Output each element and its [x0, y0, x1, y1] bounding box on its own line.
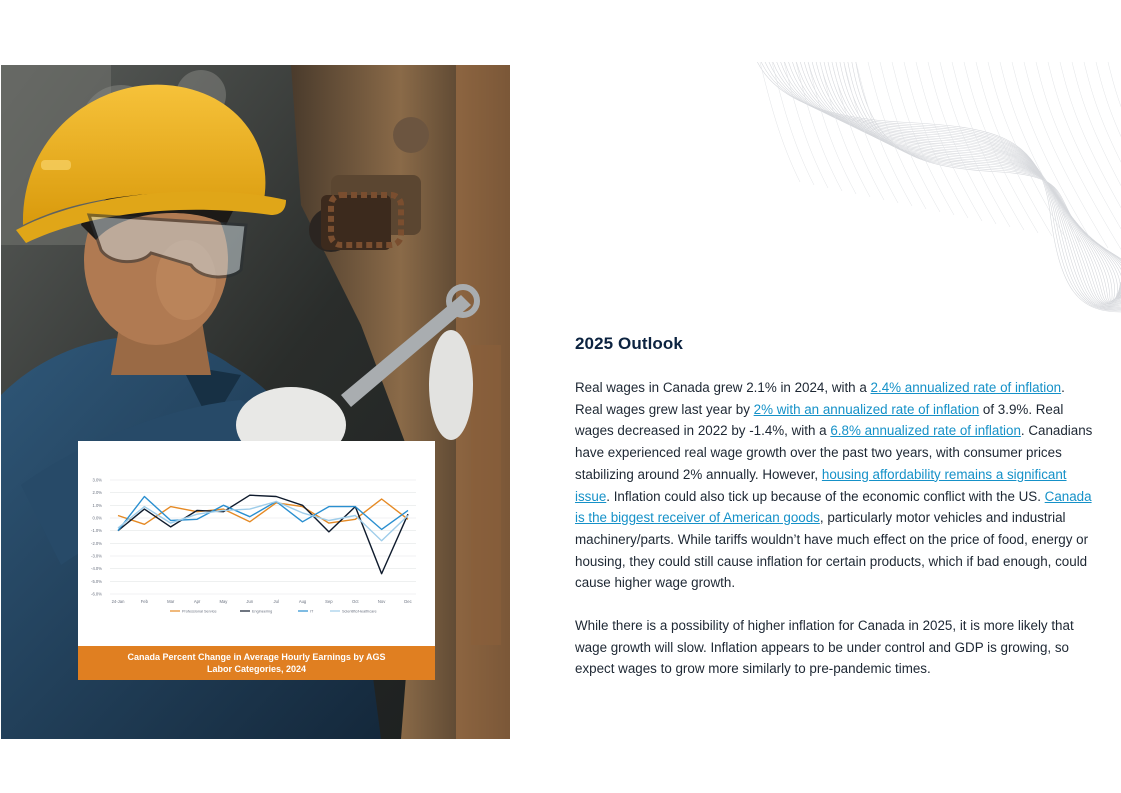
mesh-line: [1024, 62, 1108, 248]
text-run: . Canadians have experienced real wage growth over the past two years, with consumer prices stabilizing around 2% annually. However,: [575, 423, 1093, 482]
mesh-line: [1036, 62, 1121, 251]
mesh-line: [784, 62, 828, 188]
mesh-line: [807, 62, 1121, 301]
text-run: . Inflation could also tick up because of the economic conflict with the US.: [606, 488, 1045, 504]
mesh-line: [1108, 62, 1121, 269]
y-tick-label: 2.0%: [92, 490, 102, 496]
x-tick-label: Aug: [298, 599, 307, 604]
inflation-2022-link[interactable]: 6.8% annualized rate of inflation: [830, 423, 1021, 439]
mesh-line: [1096, 62, 1121, 266]
x-tick-label: Nov: [377, 599, 386, 604]
x-tick-label: Apr: [193, 599, 201, 604]
mesh-line: [799, 62, 1121, 303]
y-tick-label: 3.0%: [92, 477, 102, 483]
legend-label: Professional Service: [182, 609, 217, 614]
legend-label: IT: [310, 609, 314, 614]
x-tick-label: Jun: [246, 599, 254, 604]
outlook-paragraph-1: [575, 377, 1093, 594]
y-tick-label: -2.0%: [91, 540, 102, 546]
inflation-2024-link[interactable]: 2.4% annualized rate of inflation: [870, 380, 1062, 395]
mesh-line: [795, 62, 1121, 303]
x-tick-label: 24-Jan: [111, 599, 125, 604]
chart-caption: Canada Percent Change in Average Hourly Earnings by AGS Labor Categories, 2024: [78, 646, 435, 680]
mesh-line: [791, 62, 1121, 304]
mesh-line: [976, 62, 1052, 236]
legend-label: Scientific/Healthcare: [342, 609, 377, 614]
earnings-line-chart: [78, 441, 435, 646]
x-tick-label: May: [219, 599, 228, 604]
mesh-line: [843, 62, 1121, 297]
y-tick-label: -5.0%: [91, 578, 102, 584]
mesh-line: [839, 62, 1121, 298]
y-tick-label: -3.0%: [91, 553, 102, 559]
y-tick-label: -1.0%: [91, 528, 102, 534]
housing-affordability-link[interactable]: housing affordability remains a significant issue: [575, 466, 1067, 504]
mesh-line: [1084, 62, 1121, 263]
series-line: [118, 495, 408, 574]
y-tick-label: -6.0%: [91, 591, 102, 597]
mesh-line: [1060, 62, 1121, 257]
american-goods-link[interactable]: Canada is the biggest receiver of American goods: [575, 488, 1092, 526]
decorative-mesh-graphic: [750, 62, 1121, 317]
mesh-line: [831, 62, 1121, 299]
mesh-line: [928, 62, 996, 224]
mesh-line: [763, 62, 1121, 310]
text-run: . Real wages grew last year by: [575, 380, 1065, 417]
mesh-line: [796, 62, 842, 191]
text-run: Real wages in Canada grew 2.1% in 2024, with a: [575, 380, 871, 395]
mesh-line: [759, 62, 1121, 311]
y-tick-label: -4.0%: [91, 566, 102, 572]
mesh-lines: [750, 62, 1121, 317]
x-tick-label: Oct: [352, 599, 359, 604]
x-tick-label: Jul: [273, 599, 279, 604]
mesh-line: [760, 62, 800, 182]
x-tick-label: Feb: [140, 599, 148, 604]
outlook-paragraph-2: While there is a possibility of higher inflation for Canada in 2025, it is more likely that wage growth will slow. Inflation appears to be under control and GDP is growing, so expect wages to grow more similarly to pre-pandemic times.: [575, 618, 1074, 677]
text-run: of 3.9%. Real wages decreased in 2022 by -1.4%, with a: [575, 401, 1064, 439]
x-tick-label: Mar: [167, 599, 175, 604]
y-tick-label: 0.0%: [92, 515, 102, 521]
x-tick-label: Dec: [404, 599, 412, 604]
legend-label: Engineering: [252, 609, 273, 614]
earnings-chart-card: [78, 441, 435, 680]
section-title: 2025 Outlook: [575, 334, 683, 353]
mesh-group: [755, 62, 1121, 312]
x-tick-label: Sep: [325, 599, 333, 604]
mesh-line: [767, 62, 1121, 309]
mesh-line: [808, 62, 856, 194]
y-tick-label: 1.0%: [92, 502, 102, 508]
text-run: , particularly motor vehicles and industrial machinery/parts. While tariffs wouldn’t have much effect on the price of food, energy or housing, they could still cause inflation for certain products, which if bad enough, could cause higher wage growth.: [575, 510, 1089, 591]
inflation-2023-link[interactable]: 2% with an annualized rate of inflation: [753, 401, 980, 417]
